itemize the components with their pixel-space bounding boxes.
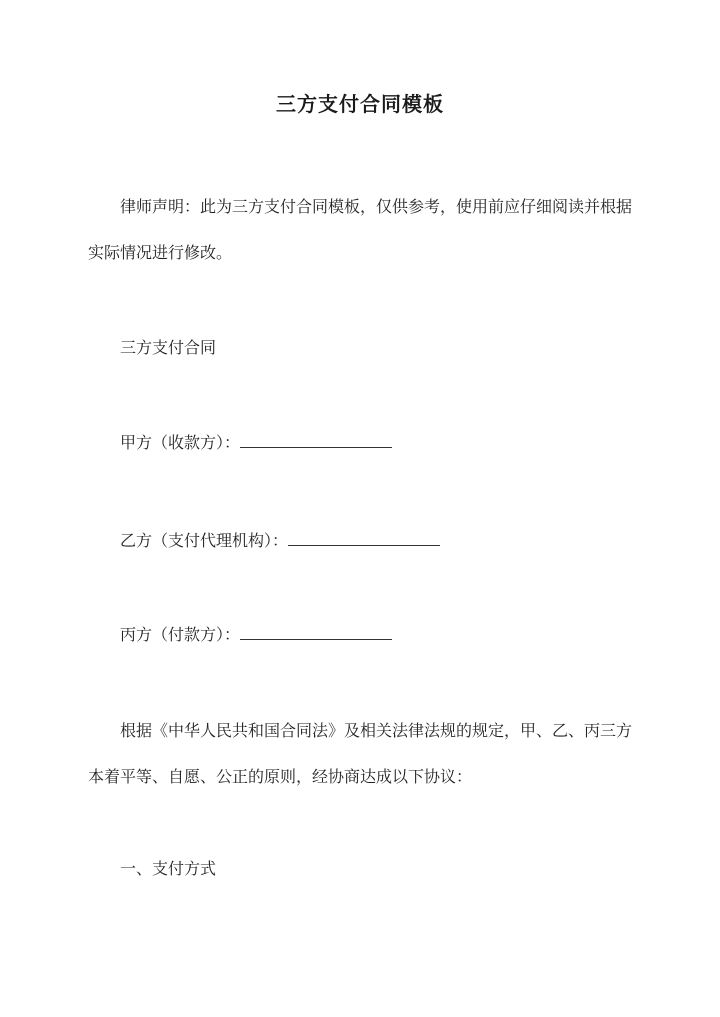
contract-intro: 根据《中华人民共和国合同法》及相关法律法规的规定，甲、乙、丙三方本着平等、自愿、公正的原则，经协商达成以下协议： bbox=[88, 721, 633, 786]
document-title: 三方支付合同模板 bbox=[276, 92, 444, 116]
party-b-label: 乙方（支付代理机构）： bbox=[120, 531, 289, 550]
party-c-line bbox=[120, 623, 392, 647]
lawyer-disclaimer: 律师声明：此为三方支付合同模板，仅供参考，使用前应仔细阅读并根据实际情况进行修改。 bbox=[88, 197, 633, 262]
party-c-label: 丙方（付款方）： bbox=[120, 625, 241, 644]
section-1-heading: 一、支付方式 bbox=[120, 859, 217, 878]
contract-heading: 三方支付合同 bbox=[120, 338, 217, 357]
party-c-blank bbox=[240, 625, 392, 640]
party-a-line bbox=[120, 431, 392, 455]
party-a-label: 甲方（收款方）： bbox=[120, 433, 241, 452]
party-b-line bbox=[120, 529, 440, 553]
party-b-blank bbox=[288, 531, 440, 546]
party-a-blank bbox=[240, 433, 392, 448]
